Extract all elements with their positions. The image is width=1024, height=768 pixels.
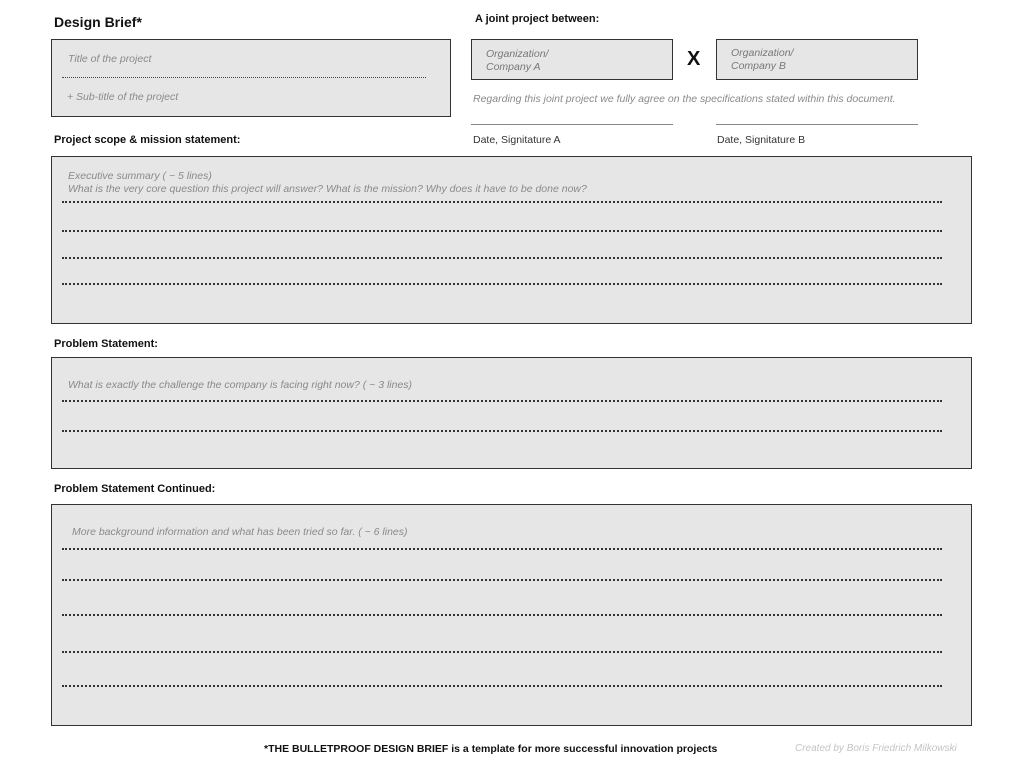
dotted-line — [62, 283, 942, 285]
signature-a-label: Date, Signitature A — [473, 134, 561, 146]
dotted-line — [62, 400, 942, 402]
problem-hint: What is exactly the challenge the company is facing right now? ( ~ 3 lines) — [68, 379, 413, 391]
page-title: Design Brief* — [54, 14, 142, 30]
org-a-line1: Organization/ — [486, 48, 549, 60]
org-a-line2: Company A — [486, 61, 541, 73]
dotted-line — [62, 257, 942, 259]
signature-line-b[interactable] — [716, 124, 918, 125]
dotted-line — [62, 685, 942, 687]
scope-hint-line1: Executive summary ( ~ 5 lines) — [68, 170, 212, 182]
scope-heading: Project scope & mission statement: — [54, 134, 241, 146]
title-dotted-line — [62, 77, 426, 78]
joint-project-label: A joint project between: — [475, 13, 600, 25]
org-b-line2: Company B — [731, 60, 786, 72]
title-placeholder: Title of the project — [68, 53, 152, 65]
footer-credit: Created by Boris Friedrich Milkowski — [795, 743, 957, 754]
org-b-line1: Organization/ — [731, 47, 794, 59]
organization-b-field[interactable] — [716, 39, 918, 80]
scope-textarea[interactable] — [51, 156, 972, 324]
project-title-box[interactable] — [51, 39, 451, 117]
problem-continued-heading: Problem Statement Continued: — [54, 483, 216, 495]
signature-line-a[interactable] — [471, 124, 673, 125]
signature-b-label: Date, Signitature B — [717, 134, 806, 146]
subtitle-placeholder: + Sub-title of the project — [67, 91, 179, 103]
problem-continued-textarea[interactable] — [51, 504, 972, 726]
dotted-line — [62, 579, 942, 581]
dotted-line — [62, 651, 942, 653]
agreement-text: Regarding this joint project we fully agree on the specifications stated within this document. — [473, 93, 896, 105]
problem-continued-hint: More background information and what has been tried so far. ( ~ 6 lines) — [72, 526, 408, 538]
organization-a-field[interactable] — [471, 39, 673, 80]
dotted-line — [62, 201, 942, 203]
x-separator: X — [687, 48, 701, 70]
dotted-line — [62, 548, 942, 550]
dotted-line — [62, 614, 942, 616]
dotted-line — [62, 230, 942, 232]
footer-note: *THE BULLETPROOF DESIGN BRIEF is a template for more successful innovation projects — [264, 743, 718, 755]
dotted-line — [62, 430, 942, 432]
problem-textarea[interactable] — [51, 357, 972, 469]
problem-heading: Problem Statement: — [54, 338, 158, 350]
scope-hint-line2: What is the very core question this project will answer? What is the mission? Why does it have to be done now? — [68, 183, 587, 195]
